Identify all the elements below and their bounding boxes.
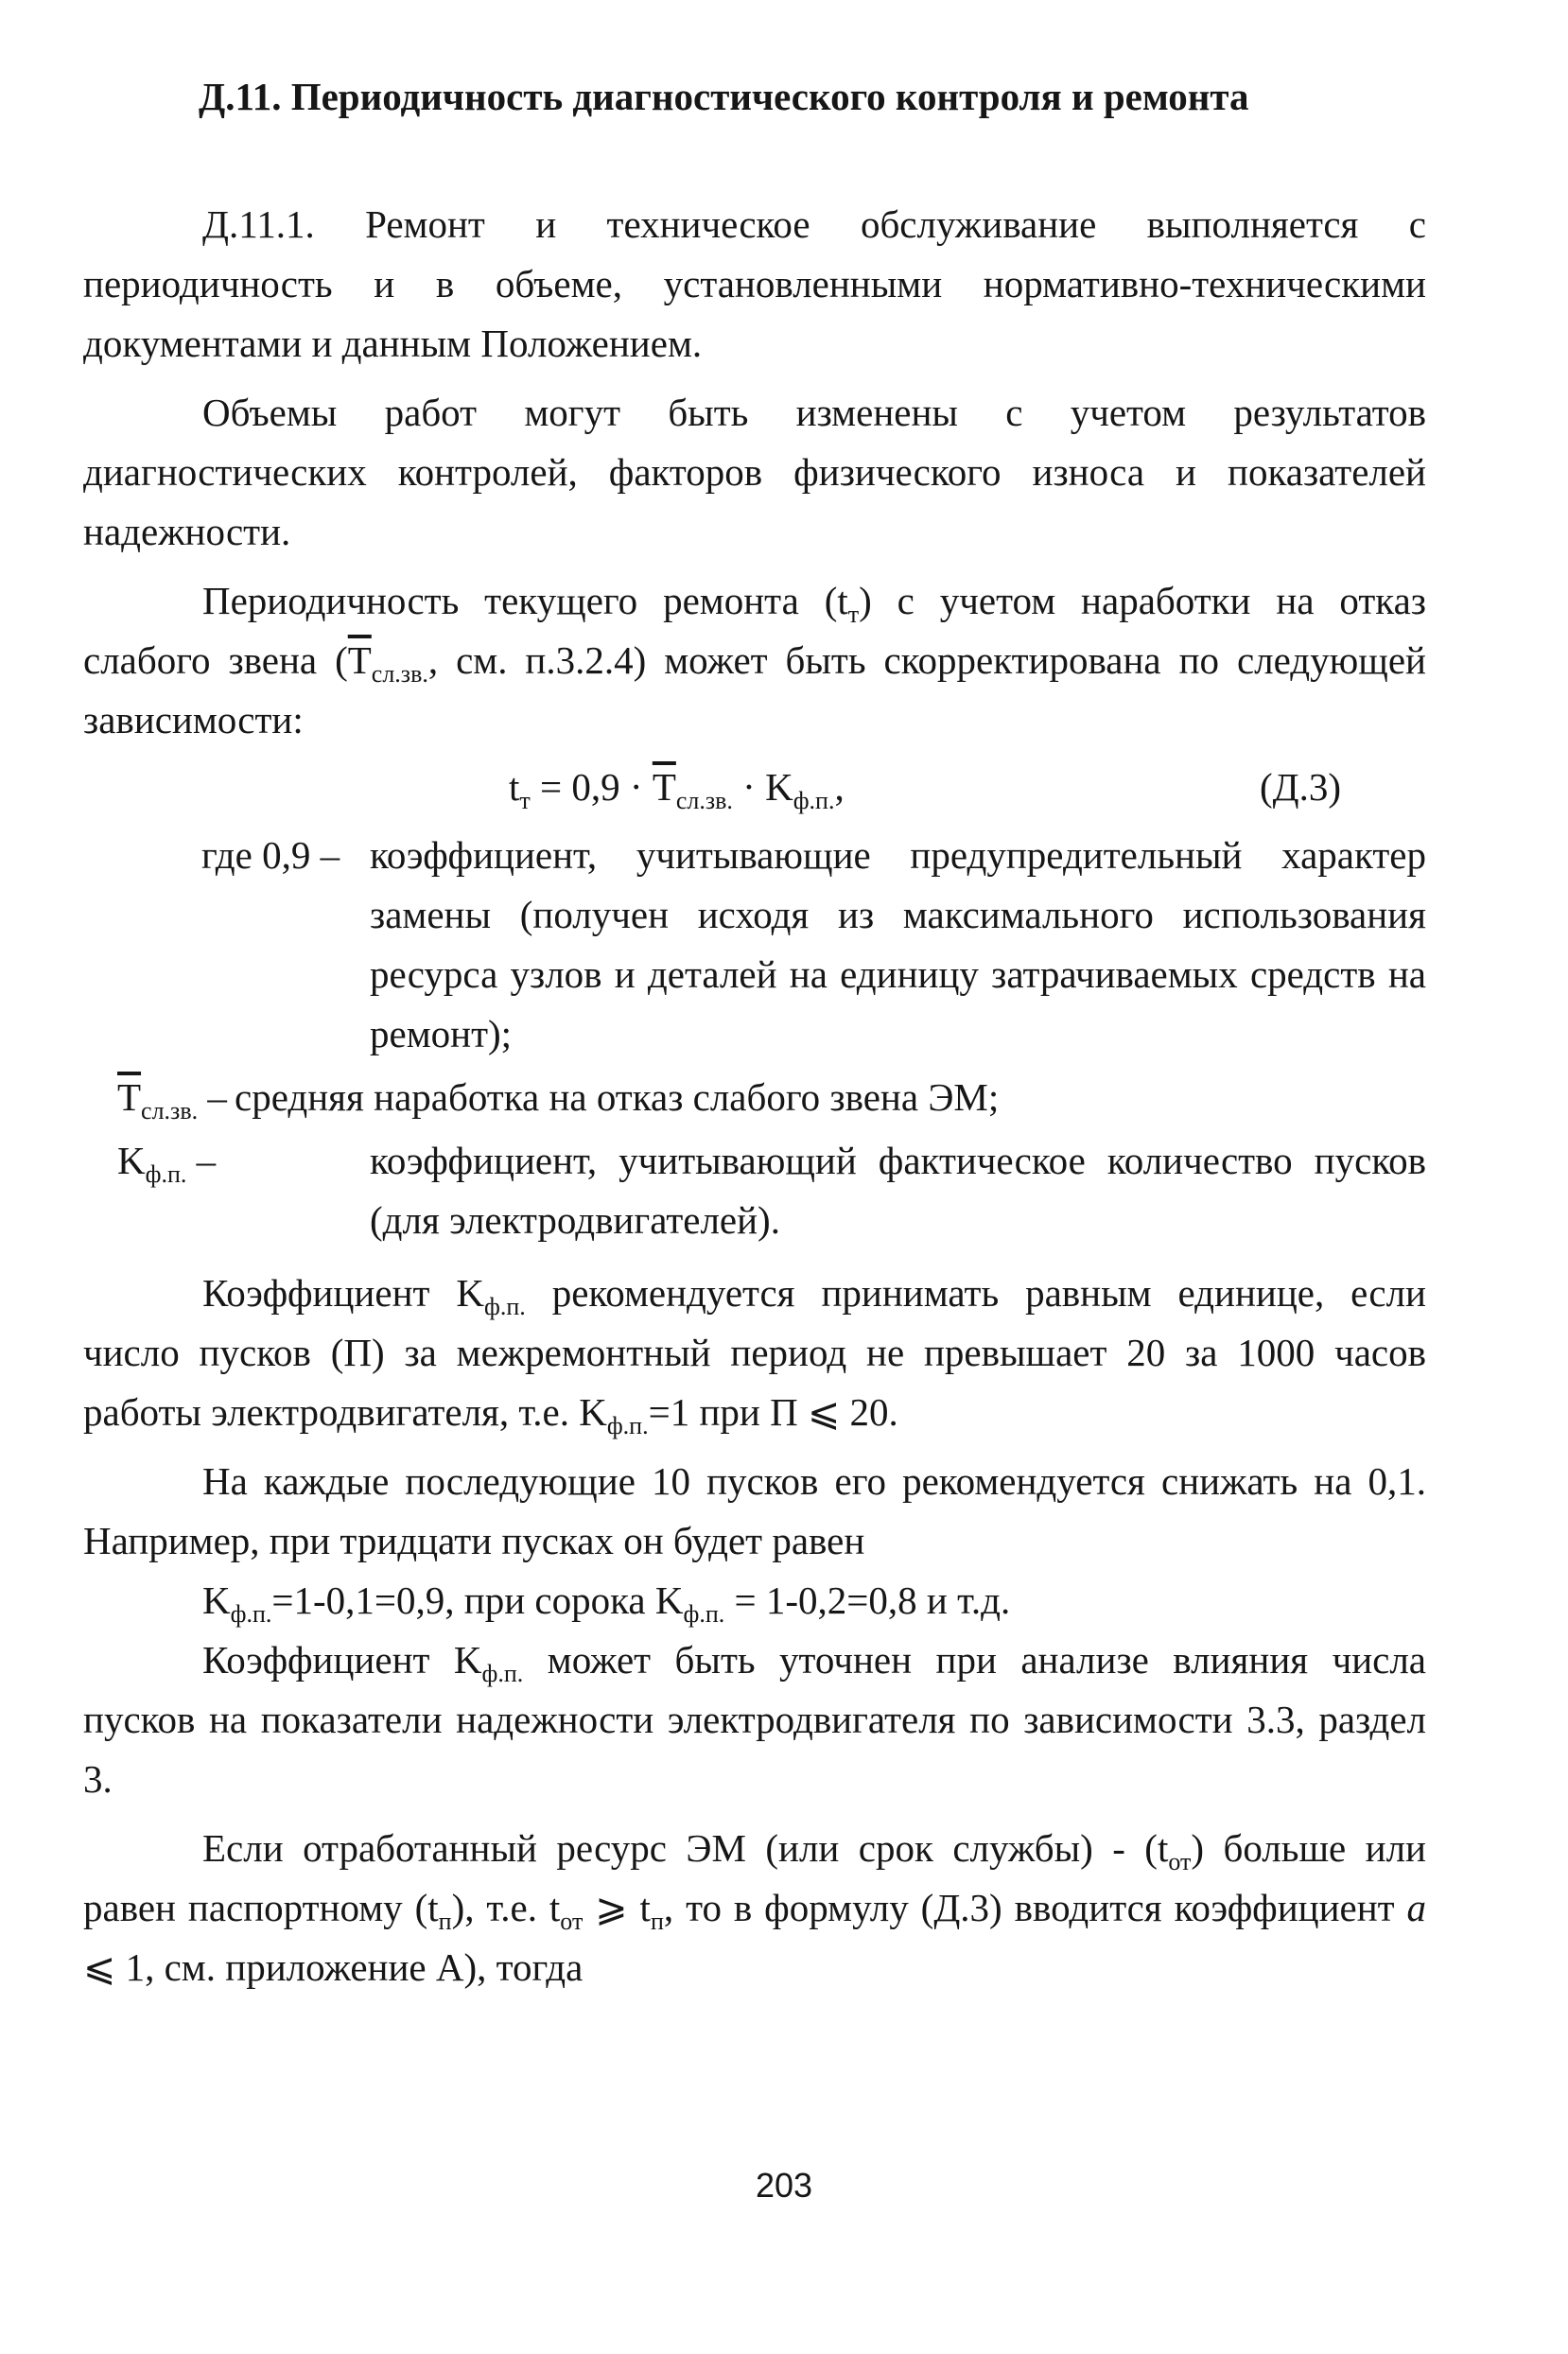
paragraph-2: Объемы работ могут быть изменены с учетом результатов диагностических контролей, факторов физического износа и показателей надежности. xyxy=(83,391,1426,553)
definition-t-sl-zv xyxy=(83,1068,1426,1127)
body-text xyxy=(83,195,1426,1997)
definition-text: коэффициент, учитывающий фактическое количество пусков (для электродвигателей). xyxy=(370,1139,1426,1242)
paragraph-3: Периодичность текущего ремонта $(t_т)$ с учетом наработки на отказ слабого звена ($\overline{T}_{сл.зв.}$, см. п.3.2.4) может быть скорректирована по следующей зависимости: xyxy=(83,579,1427,741)
definition-coefficient-09 xyxy=(83,826,1426,1064)
paragraph-1: Д.11.1. Ремонт и техническое обслуживание выполняется с периодичность и в объеме, установленными нормативно-техническими документами и данным Положением. xyxy=(83,202,1426,365)
formula-expression: $t_т = 0,9 \cdot \overline{T}_{сл.зв.} \cdot K_{ф.п.}$, xyxy=(509,765,845,814)
definition-term: $K_{ф.п.}$ – xyxy=(117,1139,217,1188)
definitions-list xyxy=(83,826,1426,1250)
paragraph-8: Если отработанный ресурс ЭМ (или срок службы) - $(t_{от})$ больше или равен паспортному $(t_п)$, т.е. $t_{от}$ ⩾ $t_п$, то в формулу (Д.3) вводится коэффициент a ⩽ 1, см. приложение А), тогда xyxy=(83,1826,1427,1989)
page-number: 203 xyxy=(755,2166,813,2205)
paragraph-7: Коэффициент $K_{ф.п.}$ может быть уточнен при анализе влияния числа пусков на показатели надежности электродвигателя по зависимости 3.3, раздел 3. xyxy=(83,1638,1426,1801)
definition-term: $\overline{T}_{сл.зв.}$ – xyxy=(117,1075,227,1125)
definition-k-fp xyxy=(83,1131,1426,1250)
paragraph-6: $K_{ф.п.}=1-0,1=0,9$, при сорока $K_{ф.п.} = 1-0,2=0,8$ и т.д. xyxy=(202,1578,1011,1628)
formula-d3 xyxy=(83,756,1426,818)
formula-number: (Д.3) xyxy=(1259,765,1341,809)
definition-term: где 0,9 – xyxy=(201,833,340,877)
section-title: Д.11. Периодичность диагностического контроля и ремонта xyxy=(199,75,1249,118)
paragraph-4: Коэффициент $K_{ф.п.}$ рекомендуется принимать равным единице, если число пусков (П) за межремонтный период не превышает 20 за 1000 часов работы электродвигателя, т.е. $K_{ф.п.}=1$ при П ⩽ 20. xyxy=(83,1271,1426,1439)
paragraph-5: На каждые последующие 10 пусков его рекомендуется снижать на 0,1. Например, при тридцати пусках он будет равен xyxy=(83,1459,1426,1562)
definition-text: средняя наработка на отказ слабого звена ЭМ; xyxy=(235,1075,1000,1119)
definition-text: коэффициент, учитывающие предупредительный характер замены (получен исходя из максимального использования ресурса узлов и деталей на единицу затрачиваемых средств на ремонт); xyxy=(370,833,1426,1055)
